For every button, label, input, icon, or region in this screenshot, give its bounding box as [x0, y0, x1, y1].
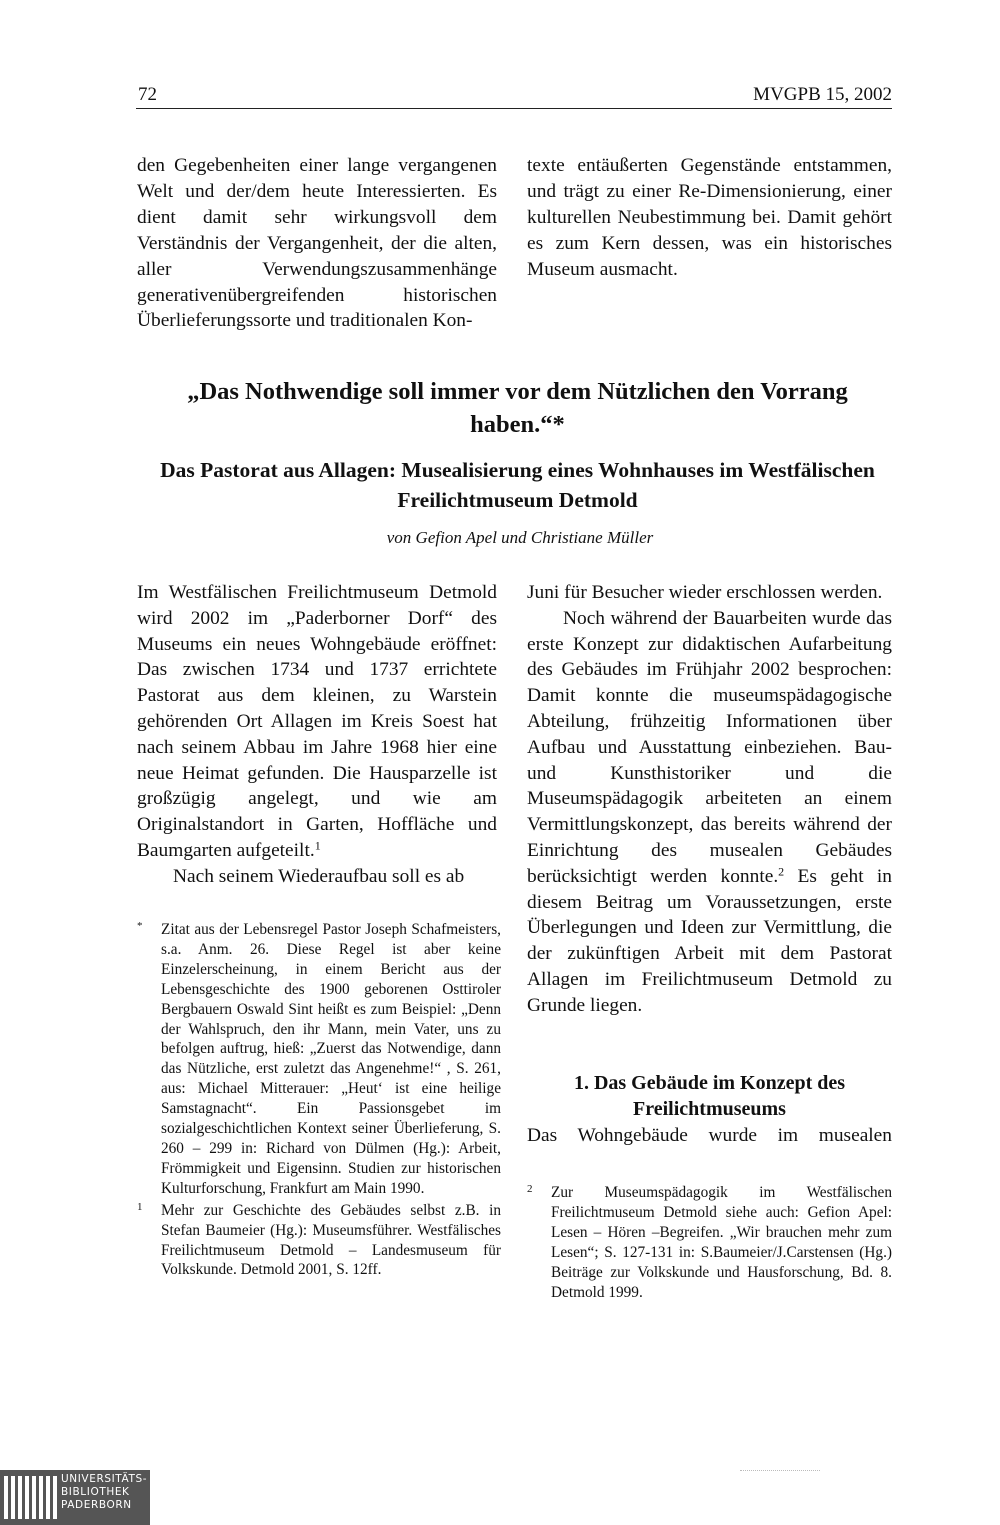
body-paragraph: Juni für Besucher wieder erschlossen werden. — [527, 582, 883, 603]
footnote-1 — [137, 1201, 501, 1281]
footnote-mark: 2 — [527, 1183, 533, 1195]
article-subtitle: Das Pastorat aus Allagen: Musealisierung eines Wohnhauses im Westfälischen Freilichtmuseum Detmold — [160, 458, 875, 512]
section-text: Das Wohngebäude wurde im musealen — [527, 1125, 892, 1146]
intro-right-text: texte entäußerten Gegenstände entstammen, und trägt zu einer Re-Dimensionierung, einer kulturellen Neubestimmung bei. Damit gehört es zum Kern dessen, was ein historisches Museum ausmacht. — [527, 155, 892, 280]
section-heading: 1. Das Gebäude im Konzept des Freilichtmuseums — [573, 1072, 846, 1120]
intro-left-column — [137, 153, 497, 334]
footnote-mark: 1 — [137, 1200, 143, 1213]
footnote-ref: 1 — [314, 838, 321, 853]
library-logo-line: UNIVERSITÄTS- — [61, 1473, 148, 1485]
footnotes-right — [527, 1183, 892, 1302]
intro-right-column — [527, 153, 892, 283]
page-number: 72 — [138, 84, 157, 105]
article-title: „Das Nothwendige soll immer vor dem Nützlichen den Vorrang haben.“* — [187, 378, 848, 438]
article-byline: von Gefion Apel und Christiane Müller — [386, 528, 654, 547]
footnote-text: Zitat aus der Lebensregel Pastor Joseph Schafmeisters, s.a. Anm. 26. Diese Regel ist aber keine Einzelerscheinung, in einem Bericht aus der Lebensgeschichte des 1900 geborenen Osttiroler Bergbauern Oswald Sint heißt es zum Beispiel: „Denn der Wahlspruch, den ihr Mann, mein Vater, uns zu befolgen auftrug, hieß: „Zuerst das Notwendige, dann das Nützliche, erst zuletzt das Angenehme!“ , S. 261, aus: Michael Mitterauer: „Heut‘ ist eine heilige Samstagnacht“. Ein Passionsgebet im sozialgeschichtlichen Kontext seiner Überlieferung, S. 260 – 299 in: Richard von Dülmen (Hg.): Arbeit, Frömmigkeit und Eigensinn. Studien zur historischen Kulturforschung, Frankfurt am Main 1990. — [161, 921, 501, 1197]
body-left-column — [137, 580, 497, 890]
footnotes-left — [137, 920, 501, 1280]
footnote-2 — [527, 1183, 892, 1302]
intro-left-text: den Gegebenheiten einer lange vergangenen Welt und der/dem heute Interessierten. Es dient damit sehr wirkungsvoll dem Verständnis der Vergangenheit, der die alten, aller Verwendungszusammenhänge generativenübergreifenden historischen Überlieferungssorte und traditionalen Kon- — [137, 155, 497, 332]
body-paragraph — [527, 606, 892, 1019]
library-logo-text — [61, 1470, 147, 1525]
barcode-icon — [0, 1470, 61, 1525]
scan-artifact — [740, 1470, 820, 1471]
body-right-column — [527, 580, 892, 1019]
footnote-star — [137, 920, 501, 1199]
body-text: Es geht in diesem Beitrag um Voraussetzungen, erste Überlegungen und Ideen zur Vermittlung, die der zukünftigen Arbeit mit dem Pastorat Allagen im Freilichtmuseum Detmold zu Grunde liegen. — [527, 865, 892, 1016]
footnote-text: Mehr zur Geschichte des Gebäudes selbst z.B. in Stefan Baumeier (Hg.): Museumsführer. Westfälisches Freilichtmuseum Detmold – Landesmuseum für Volkskunde. Detmold 2001, S. 12ff. — [161, 1201, 501, 1279]
library-logo-line: PADERBORN — [61, 1499, 132, 1511]
body-paragraph — [137, 580, 497, 864]
library-logo-line: BIBLIOTHEK — [61, 1486, 130, 1498]
body-paragraph: Nach seinem Wiederaufbau soll es ab — [173, 865, 465, 887]
running-head: MVGPB 15, 2002 — [753, 84, 892, 105]
page-header — [136, 84, 892, 109]
footnote-ref: 2 — [778, 864, 785, 879]
footnote-mark: * — [137, 920, 143, 932]
body-text: Im Westfälischen Freilichtmuseum Detmold wird 2002 im „Paderborner Dorf“ des Museums ein neues Wohngebäude eröffnet: Das zwischen 1734 und 1737 errichtete Pastorat aus dem kleinen, zu Warstein gehörenden Ort Allagen im Kreis Soest hat nach seinem Abbau im Jahre 1968 hier eine neue Heimat gefunden. Die Hausparzelle ist großzügig angelegt, und wie am Originalstandort in Garten, Hoffläche und Baumgarten aufgeteilt. — [137, 582, 497, 861]
footnote-text: Zur Museumspädagogik im Westfälischen Freilichtmuseum Detmold siehe auch: Gefion Apel: Lesen – Hören –Begreifen. „Wir brauchen mehr zum Lesen“; S. 127-131 in: S.Baumeier/J.Carstensen (Hg.) Beiträge zur Volkskunde und Hausforschung, Bd. 8. Detmold 1999. — [551, 1184, 892, 1301]
library-logo — [0, 1470, 150, 1525]
body-text: Noch während der Bauarbeiten wurde das erste Konzept zur didaktischen Aufarbeitung des Gebäudes im Frühjahr 2002 besprochen: Damit konnte die museumspädagogische Abteilung, frühzeitig Informationen über Aufbau und Ausstattung einbeziehen. Bau- und Kunsthistoriker und die Museumspädagogik arbeiteten an einem Vermittlungskonzept, das bereits während der Einrichtung des musealen Gebäudes berücksichtigt werden konnte. — [527, 607, 892, 887]
